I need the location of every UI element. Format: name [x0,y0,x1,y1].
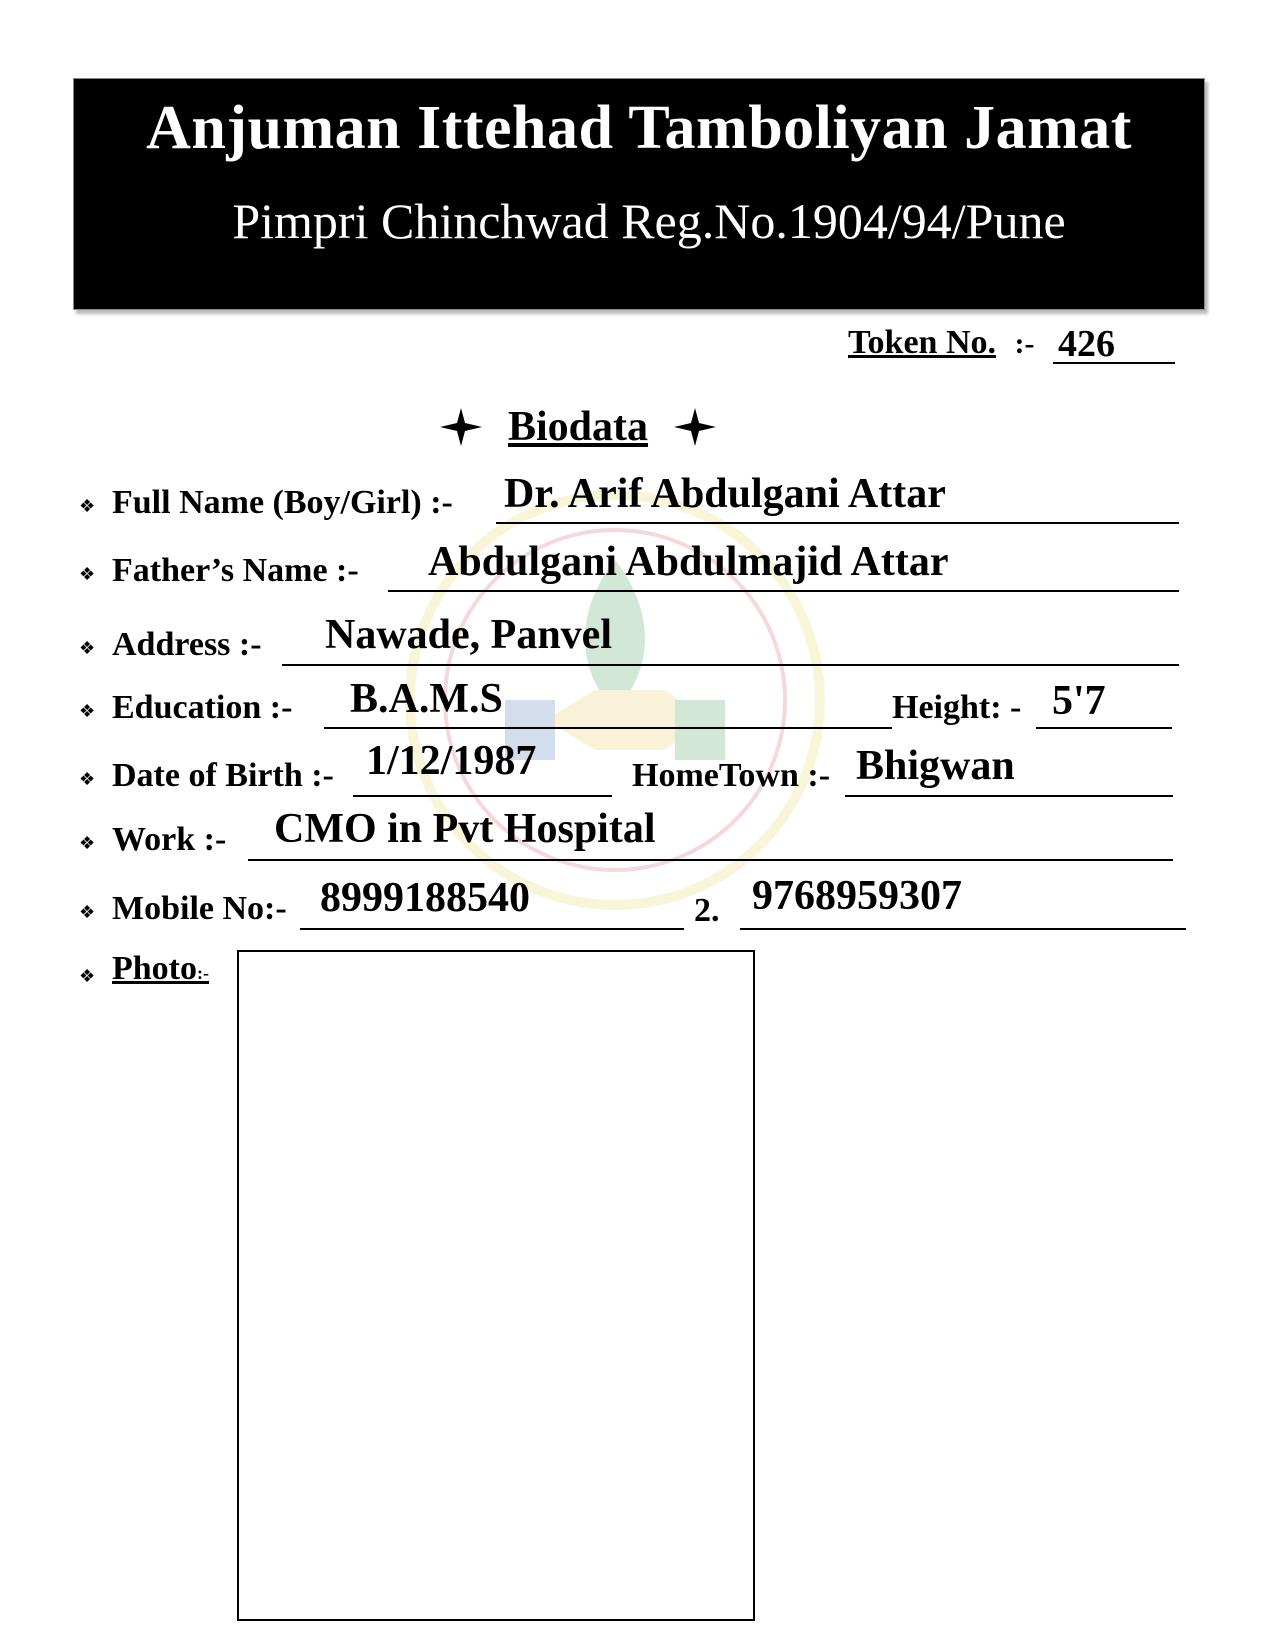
organization-title: Anjuman Ittehad Tamboliyan Jamat [146,94,1132,162]
bullet-icon: ❖ [79,638,96,658]
header-banner [73,78,1205,310]
bullet-icon: ❖ [79,701,96,721]
row-education-height [0,676,1275,743]
row-mobile [0,873,1275,944]
father-name-label: Father’s Name :- [112,552,359,589]
dob-value: 1/12/1987 [366,738,537,784]
token-number [848,324,1175,364]
hometown-label: HomeTown :- [632,757,831,794]
work-field[interactable] [248,859,1173,861]
mobile-second-field[interactable] [740,928,1186,930]
father-name-field[interactable] [388,590,1179,592]
address-field[interactable] [282,664,1179,666]
bullet-icon: ❖ [79,833,96,853]
dob-label: Date of Birth :- [112,757,334,794]
row-father-name [0,539,1275,606]
token-value: 426 [1058,323,1116,365]
hometown-value: Bhigwan [856,743,1015,789]
row-work [0,806,1275,875]
mobile-second-label: 2. [694,892,720,929]
bullet-icon: ❖ [79,966,96,986]
address-label: Address :- [112,626,262,663]
section-title [436,397,720,457]
work-value: CMO in Pvt Hospital [274,806,656,852]
bullet-icon: ❖ [79,902,96,922]
mobile-label: Mobile No:- [112,890,287,927]
education-label: Education :- [112,689,293,726]
address-value: Nawade, Panvel [325,612,612,658]
row-address [0,612,1275,680]
photo-label [112,950,209,988]
token-field[interactable] [1053,324,1175,364]
bullet-icon: ❖ [79,769,96,789]
row-full-name [0,471,1275,538]
height-label: Height: - [892,689,1022,726]
full-name-value: Dr. Arif Abdulgani Attar [504,471,946,517]
dob-field[interactable] [353,795,612,797]
height-field[interactable] [1036,727,1172,729]
education-field[interactable] [324,727,892,729]
row-dob-hometown [0,738,1275,811]
height-value: 5'7 [1052,678,1106,724]
full-name-label: Full Name (Boy/Girl) :- [112,484,453,521]
photo-label-text: Photo [112,950,197,987]
mobile-second-value: 9768959307 [752,873,962,919]
token-label: Token No. [848,324,997,361]
education-value: B.A.M.S [350,676,503,722]
full-name-field[interactable] [496,522,1179,524]
hometown-field[interactable] [845,795,1173,797]
father-name-value: Abdulgani Abdulmajid Attar [428,539,949,585]
mobile-field[interactable] [300,928,684,930]
biodata-label: Biodata [508,404,649,450]
photo-label-sep: :- [197,963,209,983]
bullet-icon: ❖ [79,496,96,516]
work-label: Work :- [112,821,227,858]
organization-subtitle: Pimpri Chinchwad Reg.No.1904/94/Pune [232,193,1066,249]
photo-box[interactable] [237,950,755,1621]
star-right-icon [670,402,720,452]
bullet-icon: ❖ [79,564,96,584]
token-sep: :- [1014,327,1035,360]
star-left-icon [436,402,486,452]
mobile-value: 8999188540 [320,875,530,921]
